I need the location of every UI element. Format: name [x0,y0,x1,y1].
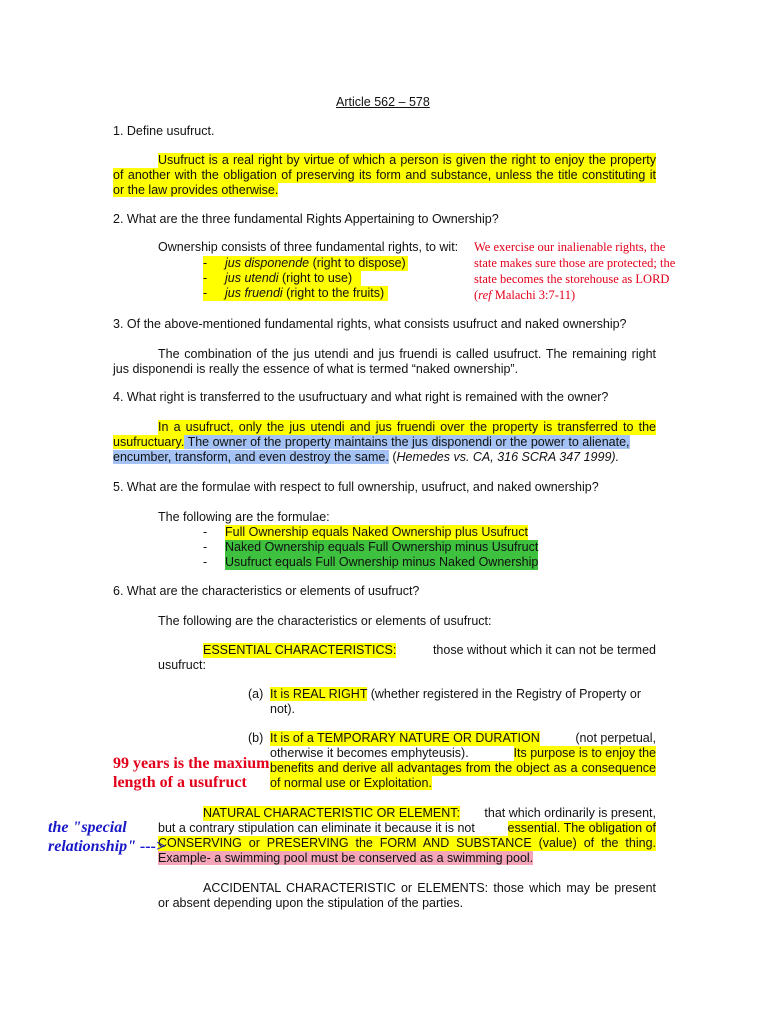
essential-definition-end: usufruct: [158,658,206,672]
answer-4 [113,420,656,465]
item-a-label: (a) [248,687,264,701]
question-1: 1. Define usufruct. [113,124,215,138]
conserving-obligation: essential. The obligation of [507,821,656,835]
question-6: 6. What are the characteristics or elements of usufruct? [113,584,420,598]
item-a-text-end: not). [270,702,296,716]
answer-4-owner-clause-end: encumber, transform, and even destroy the same. [113,450,389,464]
characteristics-intro: The following are the characteristics or elements of usufruct: [158,614,492,628]
handwritten-note-special-relationship [48,818,165,856]
answer-4-line-1: In a usufruct, only the jus utendi and jus fruendi over the property is transferred to the [158,420,656,434]
answer-1 [113,153,656,198]
right-desc: (right to use) [278,271,353,285]
rights-item [203,256,408,271]
natural-definition: that which ordinarily is present, [484,806,656,820]
note-line: 99 years is the maxium [113,755,270,772]
formulae-intro: The following are the formulae: [158,510,330,524]
essential-definition: those without which it can not be termed [432,643,656,657]
formula-naked-ownership: Naked Ownership equals Full Ownership minus Usufruct [225,540,539,554]
item-b-purpose: benefits and derive all advantages from the object as a consequence [270,761,656,775]
question-3: 3. Of the above-mentioned fundamental rights, what consists usufruct and naked ownership? [113,317,627,331]
right-term: jus utendi [225,271,279,285]
real-right: It is REAL RIGHT [270,687,368,701]
note-line: the "special [48,819,127,836]
item-b-purpose-end: of normal use or Exploitation. [270,776,432,790]
answer-3-line-1: The combination of the jus utendi and jus fruendi is called usufruct. The remaining right [158,347,656,361]
handwritten-note-99-years [113,754,269,792]
list-dash: - [203,540,208,554]
right-term: jus fruendi [225,286,283,300]
note-reference: (ref Malachi 3:7-11) [474,288,576,302]
accidental-definition: ACCIDENTAL CHARACTERISTIC or ELEMENTS: those which may be present [203,881,656,895]
rights-item [203,286,388,301]
list-dash: - [203,271,208,285]
note-line: state becomes the storehouse as LORD [474,272,670,286]
item-a-text: (whether registered in the Registry of Property or [367,687,641,701]
essential-characteristics [158,643,656,673]
question-2: 2. What are the three fundamental Rights Appertaining to Ownership? [113,212,499,226]
answer-1-line-2: of another with the obligation of preserving its form and substance, unless the title constituting it [113,168,656,182]
list-dash: - [203,555,208,569]
item-b-text: (not perpetual, [575,731,656,745]
answer-4-owner-clause: The owner of the property maintains the jus disponendi or the power to alienate, [184,435,630,449]
list-dash: - [203,525,208,539]
right-desc: (right to the fruits) [282,286,385,300]
right-term: jus disponende [225,256,310,270]
natural-characteristic [158,806,656,866]
formula-usufruct: Usufruct equals Full Ownership minus Naked Ownership [225,555,539,569]
swimming-pool-example: Example- a swimming pool must be conserved as a swimming pool. [158,851,534,865]
list-dash: - [203,286,208,300]
item-a [270,687,656,717]
formula-full-ownership: Full Ownership equals Naked Ownership plus Usufruct [225,525,528,539]
question-5: 5. What are the formulae with respect to full ownership, usufruct, and naked ownership? [113,480,599,494]
rights-list [203,256,408,301]
handwritten-note-rights [474,239,675,303]
citation-open: ( [388,450,397,464]
question-4: 4. What right is transferred to the usufructuary and what right is remained with the owner? [113,390,609,404]
answer-3-line-2: jus disponendi is really the essence of what is termed “naked ownership”. [113,362,519,376]
list-dash: - [203,256,208,270]
temporary-nature: It is of a TEMPORARY NATURE OR DURATION [270,731,540,745]
item-b [270,731,656,791]
case-citation: Hemedes vs. CA, 316 SCRA 347 1999). [396,450,620,464]
note-line: relationship" ---> [48,838,166,855]
note-line: state makes sure those are protected; the [474,256,676,270]
accidental-definition-end: or absent depending upon the stipulation of the parties. [158,896,464,910]
natural-definition: but a contrary stipulation can eliminate it because it is not [158,821,475,835]
note-line: length of a usufruct [113,774,247,791]
answer-1-line-1: Usufruct is a real right by virtue of which a person is given the right to enjoy the property [158,153,656,167]
note-line: We exercise our inalienable rights, the [474,240,666,254]
natural-label: NATURAL CHARACTERISTIC OR ELEMENT: [203,806,460,820]
answer-1-line-3: or the law provides otherwise. [113,183,279,197]
item-b-purpose: Its purpose is to enjoy the [513,746,656,760]
essential-label: ESSENTIAL CHARACTERISTICS: [203,643,397,657]
answer-4-usufructuary: usufructuary. [113,435,185,449]
page-title: Article 562 – 578 [336,95,430,109]
ownership-intro: Ownership consists of three fundamental rights, to wit: [158,240,459,254]
item-b-text: otherwise it becomes emphyteusis). [270,746,469,760]
accidental-characteristics [158,881,656,911]
item-b-label: (b) [248,731,264,745]
right-desc: (right to dispose) [309,256,406,270]
rights-item [203,271,361,286]
answer-3 [113,347,656,377]
conserving-obligation: CONSERVING or PRESERVING the FORM AND SUBSTANCE (value) of the thing. [158,836,656,850]
